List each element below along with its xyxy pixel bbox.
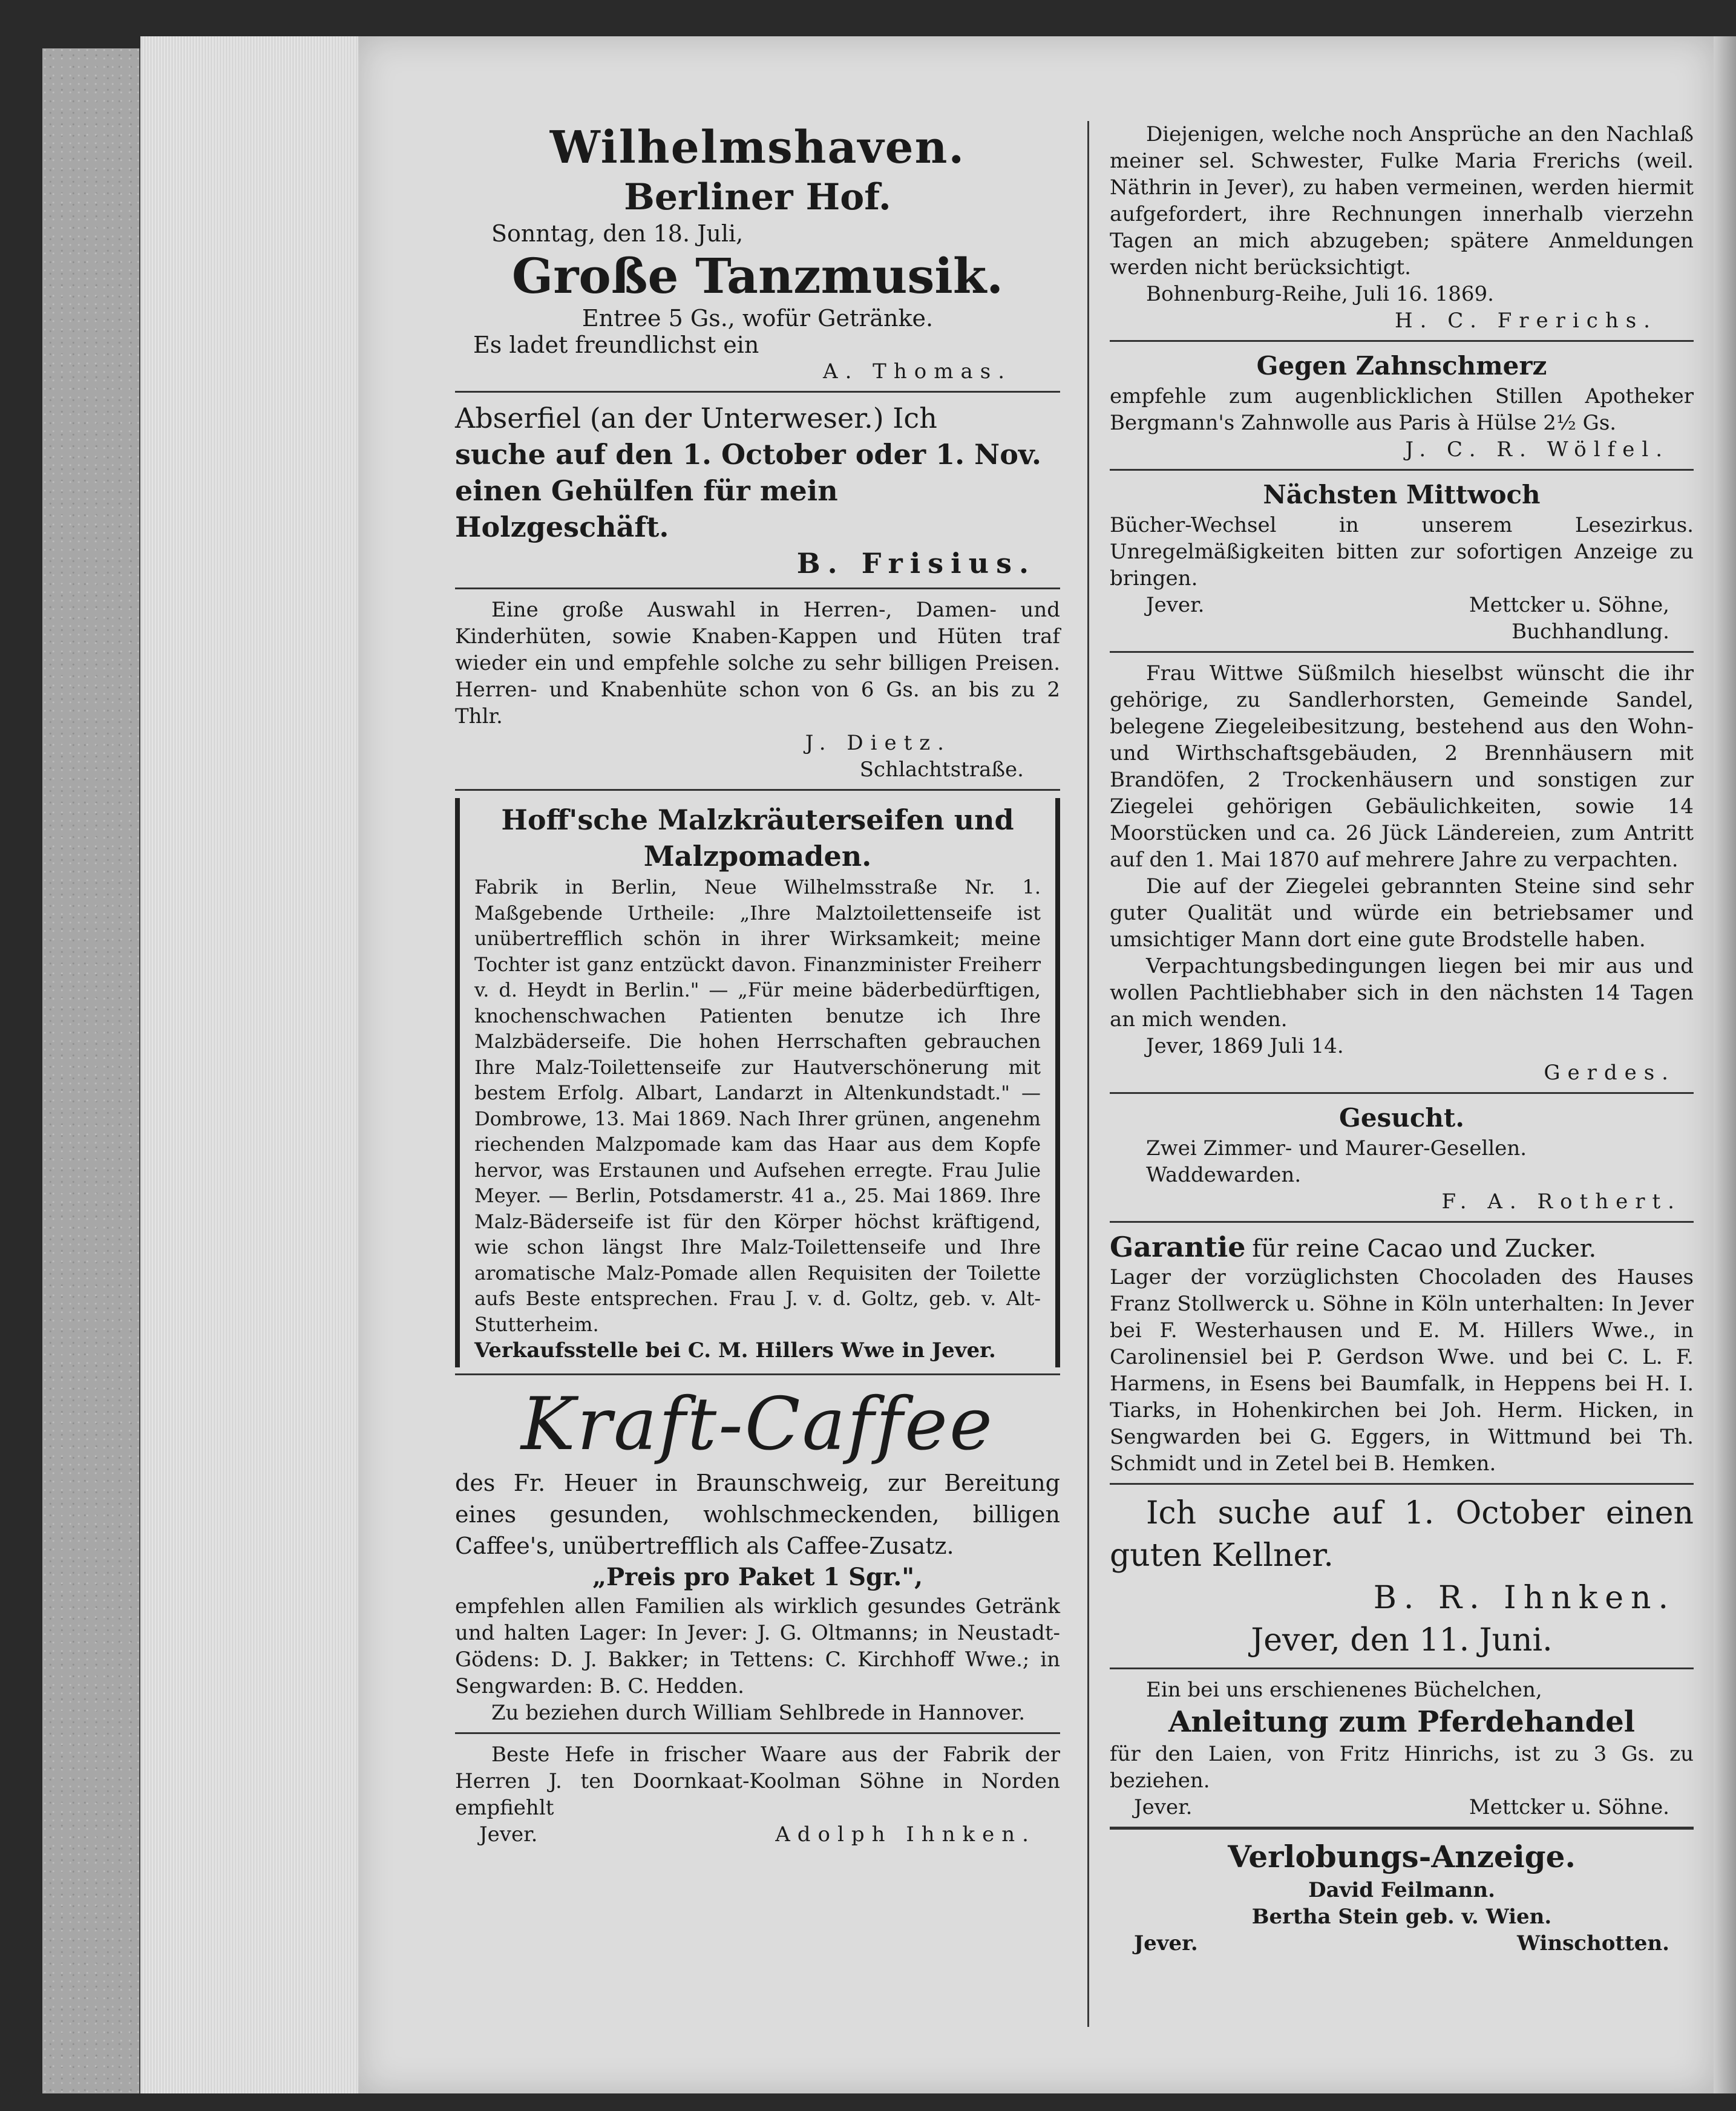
book-cover-edge — [42, 48, 142, 2093]
divider — [455, 789, 1060, 791]
ad-abserfiel — [455, 400, 1060, 581]
ad-signer: Mettcker u. Söhne, — [1469, 593, 1669, 617]
ad-title: Nächsten Mittwoch — [1263, 480, 1541, 509]
ad-text: Diejenigen, welche noch Ansprüche an den Nachlaß meiner sel. Schwester, Fulke Maria Frerichs (weil. Näthrin in Jever), zu haben vermeinen, werden hiermit aufgefordert, ihre Rechnungen innerhalb vierzehn Tagen an mich abzugeben; spätere Anmeldungen werden nicht berücksichtigt. — [1110, 122, 1694, 280]
ad-signer: A. Thomas. — [823, 359, 1012, 384]
ad-title: Gegen Zahnschmerz — [1256, 351, 1547, 381]
ad-zahnschmerz — [1110, 349, 1694, 463]
ad-wilhelmshaven — [455, 121, 1060, 385]
ad-intro: Ein bei uns erschienenes Büchelchen, — [1146, 1678, 1542, 1702]
ad-text: Lager der vorzüglichsten Chocoladen des Hauses Franz Stollwerck u. Söhne in Köln unterhalten: In Jever bei F. Westerhausen und E. M. Hillers Wwe., in Carolinensiel bei P. Gerdson Wwe. und bei C. L. F. Harmens, in Esens bei Baumfalk, in Heppens bei H. I. Tiarks, in Hohenkirchen bei Joh. Herm. Hicken, in Sengwarden bei G. Eggers, in Wittmund bei Th. Schmidt und in Zetel bei B. Hemken. — [1110, 1265, 1694, 1476]
divider — [1110, 1668, 1694, 1669]
divider — [455, 391, 1060, 393]
divider — [1110, 1827, 1694, 1830]
ad-text: empfehle zum augenblicklichen Stillen Apotheker Bergmann's Zahnwolle aus Paris à Hülse 2½ Gs. — [1110, 384, 1694, 435]
divider — [1110, 1092, 1694, 1094]
ad-venue: Berliner Hof. — [624, 176, 891, 218]
ad-title: Malzpomaden. — [643, 840, 872, 872]
ad-title: Anleitung zum Pferdehandel — [1168, 1705, 1635, 1739]
ad-place: Jever. — [1134, 1795, 1193, 1819]
divider — [1110, 651, 1694, 653]
ad-nachlass — [1110, 121, 1694, 334]
ad-line: suche auf den 1. October oder 1. Nov. — [455, 438, 1041, 471]
divider — [1110, 1483, 1694, 1485]
ad-line: Abserfiel (an der Unterweser.) Ich — [455, 402, 937, 434]
divider — [1110, 469, 1694, 471]
ad-signer: B. Frisius. — [796, 547, 1036, 580]
ad-kellner — [1110, 1492, 1694, 1661]
ad-place: Bohnenburg-Reihe, Juli 16. 1869. — [1146, 282, 1494, 306]
ad-signer-sub: Buchhandlung. — [1512, 620, 1669, 644]
divider — [455, 587, 1060, 589]
ad-text: Verpachtungsbedingungen liegen bei mir aus und wollen Pachtliebhaber sich in den nächsten 14 Tagen an mich wenden. — [1110, 954, 1694, 1032]
ad-invite: Es ladet freundlichst ein — [473, 332, 759, 358]
ad-signer: Mettcker u. Söhne. — [1469, 1795, 1669, 1819]
ad-signer: Gerdes. — [1544, 1061, 1675, 1085]
ad-gesucht — [1110, 1101, 1694, 1215]
ad-sales: Verkaufsstelle bei C. M. Hillers Wwe in Jever. — [474, 1338, 996, 1363]
ad-garantie — [1110, 1230, 1694, 1477]
ad-place: Winschotten. — [1516, 1931, 1669, 1956]
divider — [455, 1732, 1060, 1734]
ad-text: Beste Hefe in frischer Waare aus der Fabrik der Herren J. ten Doornkaat-Koolman Söhne in Norden empfiehlt — [455, 1743, 1060, 1820]
ad-text: Die auf der Ziegelei gebrannten Steine sind sehr guter Qualität und würde ein betriebsamer und umsichtiger Mann dort eine gute Brodstelle haben. — [1110, 874, 1694, 952]
newspaper-page — [358, 36, 1714, 2093]
ad-name: Bertha Stein geb. v. Wien. — [1251, 1905, 1552, 1929]
ad-place: Jever. — [479, 1822, 538, 1847]
ad-title: Wilhelmshaven. — [549, 122, 966, 174]
divider — [1110, 340, 1694, 342]
ad-text: des Fr. Heuer in Braunschweig, zur Bereitung eines gesunden, wohlschmeckenden, billigen Caffee's, unübertrefflich als Caffee-Zusatz. — [455, 1470, 1060, 1559]
ad-title: Hoff'sche Malzkräuterseifen und — [501, 803, 1014, 836]
ad-text: für den Laien, von Fritz Hinrichs, ist zu 3 Gs. zu beziehen. — [1110, 1742, 1694, 1793]
ad-ziegelei — [1110, 660, 1694, 1086]
ad-title: Kraft-Caffee — [521, 1383, 994, 1467]
left-column — [455, 121, 1060, 1848]
ad-lead-rest: für reine Cacao und Zucker. — [1252, 1235, 1597, 1263]
ad-street: Schlachtstraße. — [859, 758, 1024, 782]
ad-signer: H. C. Frerichs. — [1395, 309, 1657, 333]
ad-place: Jever, 1869 Juli 14. — [1146, 1034, 1344, 1058]
ad-price: „Preis pro Paket 1 Sgr.", — [592, 1563, 923, 1591]
ad-place: Jever. — [1146, 593, 1205, 617]
ad-text: empfehlen allen Familien als wirklich gesundes Getränk und halten Lager: In Jever: J. G. Oltmanns; in Neustadt-Gödens: D. J. Bakker; in Tettens: C. Kirchhoff Wwe.; in Sengwarden: B. C. Hedden. — [455, 1594, 1060, 1698]
divider — [455, 1373, 1060, 1375]
column-divider — [1087, 121, 1089, 2027]
ad-kraft-caffee — [455, 1383, 1060, 1726]
ad-text: Bücher-Wechsel in unserem Lesezirkus. Unregelmäßigkeiten bitten zur sofortigen Anzeige zu bringen. — [1110, 513, 1694, 591]
ad-text: Ich suche auf 1. October einen guten Kellner. — [1110, 1495, 1694, 1574]
ad-pferdehandel — [1110, 1677, 1694, 1821]
ad-event: Große Tanzmusik. — [511, 247, 1004, 304]
ad-entry: Entree 5 Gs., wofür Getränke. — [581, 305, 934, 332]
ad-place: Jever, den 11. Juni. — [1251, 1622, 1553, 1658]
ad-signer: J. Dietz. — [805, 731, 951, 755]
facing-page-edge — [1714, 36, 1736, 2093]
ad-place: Waddewarden. — [1146, 1163, 1302, 1187]
ad-signer: Adolph Ihnken. — [775, 1822, 1036, 1847]
ad-malzseifen — [455, 798, 1060, 1367]
divider — [1110, 1221, 1694, 1223]
ad-signer: F. A. Rothert. — [1441, 1190, 1682, 1214]
right-column — [1110, 121, 1694, 1957]
ad-line: einen Gehülfen für mein Holzgeschäft. — [455, 474, 838, 543]
ad-hats — [455, 597, 1060, 783]
ad-place: Jever. — [1134, 1931, 1198, 1956]
ad-text: Eine große Auswahl in Herren-, Damen- und Kinderhüten, sowie Knaben-Kappen und Hüten traf wieder ein und empfehle solche zu sehr billigen Preisen. Herren- und Knabenhüte schon von 6 Gs. an bis zu 2 Thlr. — [455, 598, 1060, 728]
ad-title: Verlobungs-Anzeige. — [1228, 1839, 1576, 1874]
ad-lead: Garantie — [1110, 1231, 1246, 1263]
ad-signer: B. R. Ihnken. — [1373, 1580, 1675, 1616]
page-stack-edge — [140, 36, 359, 2093]
ad-signer: J. C. R. Wölfel. — [1405, 437, 1669, 462]
ad-text: Fabrik in Berlin, Neue Wilhelmsstraße Nr. 1. Maßgebende Urtheile: „Ihre Malztoilettenseife ist unübertrefflich schön in ihrer Wirksamkeit; meine Tochter ist ganz entzückt davon. Finanzminister Freiherr v. d. Heydt in Berlin." — „Für meine bäderbedürftigen, knochenschwachen Patienten benutze ich Ihre Malzbäderseife. Die hohen Herrschaften gebrauchen Ihre Malz-Toilettenseife zur Hautverschönerung mit bestem Erfolg. Albart, Landarzt in Altenkundstadt." — Dombrowe, 13. Mai 1869. Nach Ihrer grünen, angenehm riechenden Malzpomade kam das Haar aus dem Kopfe hervor, was Erstaunen und Aufsehen erregte. Frau Julie Meyer. — Berlin, Potsdamerstr. 41 a., 25. Mai 1869. Ihre Malz-Bäderseife ist für den Körper höchst kräftigend, wie schon längst Ihre Malz-Toilettenseife und Ihre aromatische Malz-Pomade allen Requisiten der Toilette aufs Beste entsprechen. Frau J. v. d. Goltz, geb. v. Alt-Stutterheim. — [474, 875, 1041, 1336]
ad-mittwoch — [1110, 478, 1694, 645]
ad-text: Frau Wittwe Süßmilch hieselbst wünscht die ihr gehörige, zu Sandlerhorsten, Gemeinde Sandel, belegene Ziegeleibesitzung, bestehend aus den Wohn- und Wirthschaftsgebäuden, 2 Brennhäusern mit Brandöfen, 2 Trockenhäusern und sonstigen zur Ziegelei gehörigen Gebäulichkeiten, sowie 14 Moorstücken und ca. 26 Jück Ländereien, zum Antritt auf den 1. Mai 1870 auf mehrere Jahre zu verpachten. — [1110, 661, 1694, 872]
ad-text: Zwei Zimmer- und Maurer-Gesellen. — [1146, 1136, 1527, 1160]
ad-title: Gesucht. — [1339, 1103, 1464, 1133]
ad-text: Zu beziehen durch William Sehlbrede in Hannover. — [491, 1701, 1026, 1725]
ad-name: David Feilmann. — [1308, 1878, 1495, 1902]
ad-verlobung — [1110, 1837, 1694, 1957]
ad-hefe — [455, 1741, 1060, 1848]
ad-date: Sonntag, den 18. Juli, — [491, 220, 744, 247]
